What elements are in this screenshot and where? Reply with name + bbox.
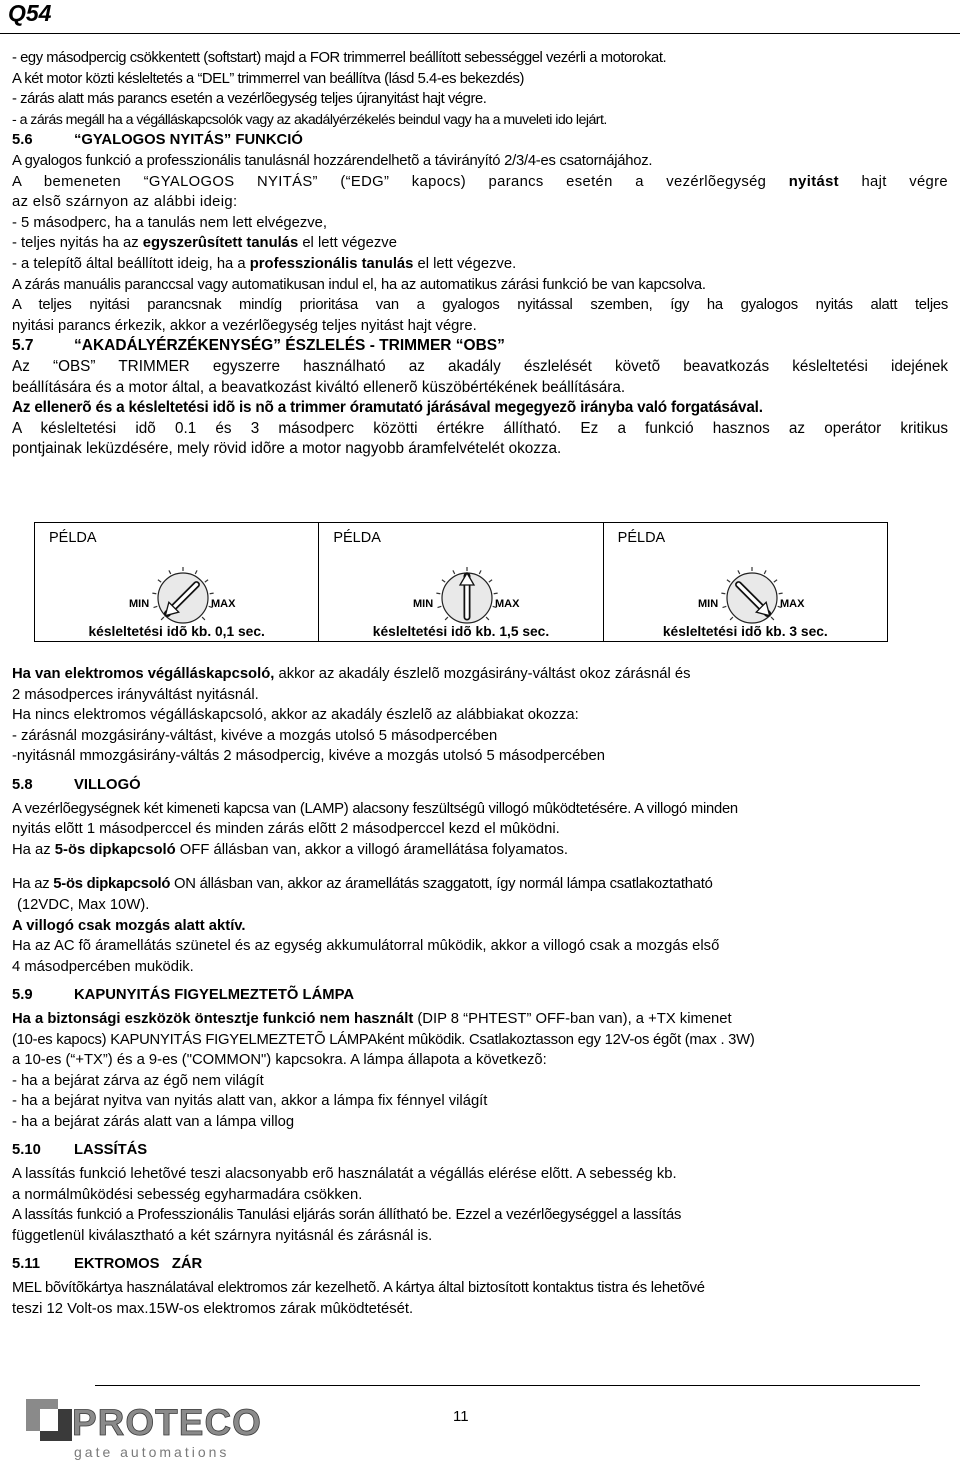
paragraph-line: a 10-es (“+TX”) és a 9-es ("COMMON") kapcsokra. A lámpa állapota a következõ: xyxy=(12,1052,547,1069)
list-item: - 5 másodperc, ha a tanulás nem lett elvégezve, xyxy=(12,214,328,231)
logo-wordmark: PROTECO xyxy=(72,1402,262,1443)
knob-tick xyxy=(764,570,766,574)
intro-line: A két motor közti késleltetés a “DEL” trimmerrel van beállítva (lásd 5.4-es bekezdés) xyxy=(12,70,524,87)
knob-tick xyxy=(722,606,726,607)
paragraph-line: (10-es kapocs) KAPUNYITÁS FIGYELMEZTETÕ LÁMPAként mûködik. Csatlakoztasson egy 12V-os égõt (max . 3W) xyxy=(12,1031,755,1048)
knob-tick xyxy=(442,580,445,582)
knob-tick xyxy=(773,580,776,582)
example-cell xyxy=(319,523,603,641)
paragraph-line: beállítására és a motor által, a beavatkozást kiváltó ellenerõ küszöbértékének beállítására. xyxy=(12,378,626,396)
example-caption: késleltetési idõ kb. 3 sec. xyxy=(662,624,828,639)
knob-tick xyxy=(730,617,733,620)
section-heading-5-10: 5.10 LASSÍTÁS xyxy=(12,1142,148,1159)
paragraph-line: A teljes nyitási parancsnak mindíg prioritása van a gyalogos nyitással szemben, így ha gyalogos nyitás alatt teljes xyxy=(12,297,948,314)
example-caption: késleltetési idõ kb. 0,1 sec. xyxy=(88,624,265,639)
knob-tick xyxy=(480,570,482,574)
section-title: “AKADÁLYÉRZÉKENYSÉG” ÉSZLELÉS - TRIMMER “OBS” xyxy=(74,337,505,355)
list-item: - ha a bejárat zárás alatt van a lámpa villog xyxy=(12,1113,295,1130)
paragraph-line: Ha nincs elektromos végálláskapcsoló, akkor az akadály észlelõ az alábbiakat okozza: xyxy=(12,707,579,724)
paragraph-line: A zárás manuális paranccsal vagy automatikusan indul el, ha az automatikus zárási funkció be van kapcsolva. xyxy=(12,276,706,293)
section-number: 5.7 xyxy=(12,337,34,355)
knob-tick xyxy=(494,593,498,594)
example-caption: késleltetési idõ kb. 1,5 sec. xyxy=(372,624,550,639)
paragraph-line-bold: A villogó csak mozgás alatt aktív. xyxy=(12,917,246,934)
example-cell xyxy=(604,523,887,641)
paragraph-line: A lassítás funkció lehetõvé teszi alacsonyabb erõ használatát a végállás elérése elõtt. A sebesség kb. xyxy=(12,1166,677,1183)
knob-max-label: MAX xyxy=(779,598,805,610)
section-heading-5-7 xyxy=(12,336,948,357)
example-cell xyxy=(35,523,319,641)
paragraph-line: Ha az 5-ös dipkapcsoló OFF állásban van, akkor a villogó áramellátása folyamatos. xyxy=(12,841,568,858)
section-title: “GYALOGOS NYITÁS” FUNKCIÓ xyxy=(74,132,303,149)
knob-tick xyxy=(169,570,171,574)
knob-min-label: MIN xyxy=(697,598,718,610)
paragraph-line: Ha a biztonsági eszközök öntesztje funkció nem használt (DIP 8 “PHTEST” OFF-ban van), a +TX kimenet xyxy=(12,1010,732,1027)
paragraph-line: nyitás elõtt 1 másodperccel és minden zárás elõtt 2 másodperccel kezd el mûködni. xyxy=(12,821,560,838)
knob-tick xyxy=(727,580,730,582)
paragraph-line: függetlenül kiválasztható a két szárnyra nyitásnál és zárásnál is. xyxy=(12,1227,433,1244)
knob-tick xyxy=(486,617,489,620)
logo-mark xyxy=(26,1399,72,1441)
example-title: PÉLDA xyxy=(49,530,97,546)
knob-max-label: MAX xyxy=(495,598,520,610)
example-table xyxy=(34,522,888,642)
knob-tick xyxy=(445,617,448,620)
knob-tick xyxy=(453,570,455,574)
paragraph-line: 4 másodpercében muködik. xyxy=(12,958,194,975)
lower-content xyxy=(12,664,960,1319)
knob-tick xyxy=(721,593,725,594)
list-item: - ha a bejárat nyitva van nyitás alatt van, akkor a lámpa fix fénnyel világít xyxy=(12,1093,488,1110)
knob-tick xyxy=(154,606,158,607)
knob-tick xyxy=(771,617,774,620)
paragraph-line: A vezérlõegységnek két kimeneti kapcsa van (LAMP) alacsony feszültségû villogó mûködtetésére. A villogó minden xyxy=(12,800,738,817)
knob-tick xyxy=(489,580,492,582)
section-heading-5-8: 5.8 VILLOGÓ xyxy=(12,776,141,793)
list-item: -nyitásnál mmozgásirány-váltás 2 másodpercig, kivéve a mozgás utolsó 5 másodpercében xyxy=(12,748,605,765)
list-item: - ha a bejárat zárva az égõ nem világít xyxy=(12,1072,264,1089)
paragraph-line: 2 másodperces irányváltást nyitásnál. xyxy=(12,686,259,703)
paragraph-line: A késleltetési idõ 0.1 és 3 másodperc közötti értékre állítható. Ez a funkció hasznos az operátor kritikus xyxy=(12,419,948,437)
knob-max-label: MAX xyxy=(211,598,236,610)
paragraph-line: A bemeneten “GYALOGOS NYITÁS” (“EDG” kapocs) parancs esetén a vezérlõegység nyitást hajt végre xyxy=(12,173,948,190)
knob-tick xyxy=(778,593,782,594)
paragraph-line: A lassítás funkció a Professzionális Tanulási eljárás során állítható be. Ezzel a vezérlõegységgel a lassítás xyxy=(12,1207,682,1224)
section-heading-5-6 xyxy=(12,130,948,151)
knob-tick xyxy=(158,580,161,582)
paragraph-line: az elsõ szárnyon az alábbi ideig: xyxy=(12,194,238,211)
paragraph-line: A gyalogos funkció a professzionális tanulásnál hozzárendelhetõ a távirányító 2/3/4-es csatornájához. xyxy=(12,152,653,169)
paragraph-line: a normálmûködési sebesség egyharmadára csökken. xyxy=(12,1186,363,1203)
intro-line: - zárás alatt más parancs esetén a vezérlõegység teljes újranyitást hajt végre. xyxy=(12,91,487,108)
paragraph-line: Az “OBS” TRIMMER egyszerre használható az akadály észlelését követõ beavatkozás késleltetési idejének xyxy=(12,357,948,375)
paragraph-line: nyitási parancs érkezik, akkor a vezérlõegység teljes nyitást hajt végre. xyxy=(12,317,477,334)
paragraph-line: Ha az AC fõ áramellátás szünetel és az egység akkumulátorral mûködik, akkor a villogó csak a mozgás első xyxy=(12,938,720,955)
header-rule xyxy=(0,33,960,34)
proteco-logo xyxy=(8,1385,278,1465)
list-item: - zárásnál mozgásirány-váltást, kivéve a mozgás utolsó 5 másodpercében xyxy=(12,727,498,744)
knob-min-label: MIN xyxy=(129,598,150,610)
knob-tick xyxy=(195,570,197,574)
intro-line: - a zárás megáll ha a végálláskapcsolók vagy az akadályérzékelés beindul vagy ha a muveleti ido lejárt. xyxy=(12,111,607,128)
knob-tick xyxy=(202,617,205,620)
knob-tick xyxy=(205,580,208,582)
paragraph-line: (12VDC, Max 10W). xyxy=(17,896,150,913)
paragraph-line: Ha van elektromos végálláskapcsoló, akkor az akadály észlelõ mozgásirány-váltást okoz zárásnál és xyxy=(12,666,691,682)
list-item: - teljes nyitás ha az egyszerûsített tanulás el lett végezve xyxy=(12,235,397,252)
intro-line: - egy másodpercig csökkentett (softstart) majd a FOR trimmerrel beállított sebességgel vezérli a motorokat. xyxy=(12,50,667,66)
paragraph-line: pontjainak leküzdésére, mely rövid idõre a motor nagyobb áramfelvételét okozza. xyxy=(12,440,562,458)
main-content xyxy=(12,48,948,460)
list-item: - a telepítõ által beállított ideig, ha a professzionális tanulás el lett végezve. xyxy=(12,255,517,272)
example-title: PÉLDA xyxy=(617,530,666,546)
paragraph-line-bold: Az ellenerõ és a késleltetési idõ is nõ a trimmer óramutató járásával megegyezõ irányba való forgatásával. xyxy=(12,399,763,417)
logo-tagline: gate automations xyxy=(74,1444,230,1460)
page-number: 11 xyxy=(453,1408,469,1425)
section-heading-5-9: 5.9 KAPUNYITÁS FIGYELMEZTETÕ LÁMPA xyxy=(12,987,355,1004)
section-number: 5.6 xyxy=(12,132,33,149)
knob-tick xyxy=(738,570,740,574)
example-title: PÉLDA xyxy=(333,530,381,546)
paragraph-line: teszi 12 Volt-os max.15W-os elektromos zárak mûködtetését. xyxy=(12,1300,414,1317)
knob-min-label: MIN xyxy=(413,598,434,610)
knob-tick xyxy=(437,593,441,594)
paragraph-line: MEL bõvítõkártya használatával elektromos zár kezelhetõ. A kártya által biztosított kontaktus tistra és lehetõvé xyxy=(12,1280,705,1297)
section-heading-5-11: 5.11 EKTROMOS ZÁR xyxy=(12,1256,203,1273)
page-code: Q54 xyxy=(8,0,52,26)
knob-tick xyxy=(438,606,442,607)
knob-tick xyxy=(210,593,214,594)
knob-tick xyxy=(161,617,164,620)
paragraph-line: Ha az 5-ös dipkapcsoló ON állásban van, akkor az áramellátás szaggatott, így normál lámpa csatlakoztatható xyxy=(12,876,713,893)
knob-tick xyxy=(152,593,156,594)
